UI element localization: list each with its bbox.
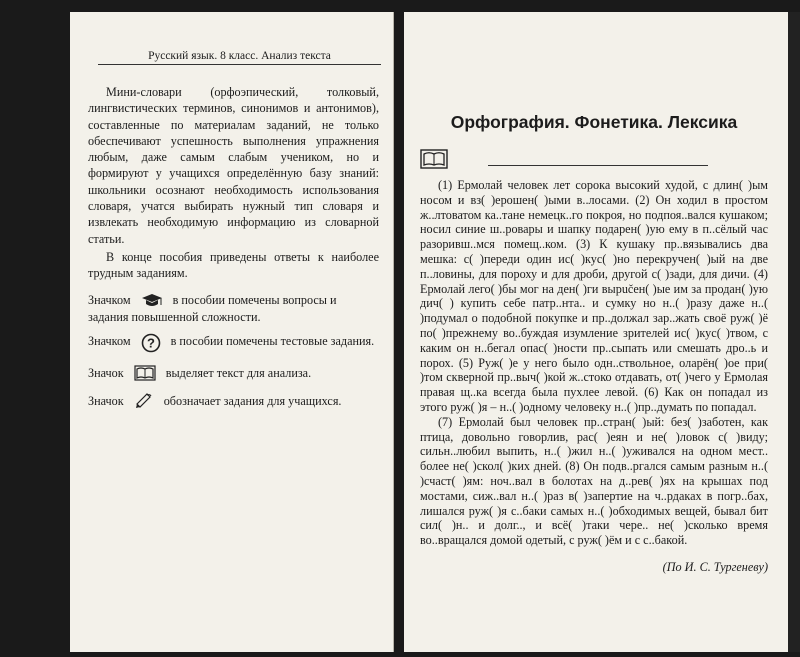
answers-paragraph: В конце пособия приведены ответы к наиболее трудным заданиям.: [88, 249, 379, 281]
legend-item-student-tasks: [88, 393, 379, 409]
legend-label: Значок: [88, 393, 124, 408]
pencil-icon: [134, 393, 154, 409]
svg-text:?: ?: [146, 335, 155, 351]
left-page: [70, 12, 394, 652]
intro-paragraph: Мини-словари (орфоэпический, толковый, лингвистических терминов, синонимов и антонимов), составленные по материалам заданий, не только обеспечивают успешность выполнения упражнения любым, даже самым слабым учеником, но и формируют у учащихся определённую базу знаний: школьники осознают необходимость использования словаря, учатся выбирать нужный тип словаря и извлекать необходимую информацию из словарной статьи.: [88, 85, 379, 246]
legend-item-analysis-text: [88, 365, 379, 381]
text-paragraph-1: (1) Ермолай человек лет сорока высокий худой, с длин( )ым носом и вз( )ерошен( )ыми в..лосами. (2) Он ходил в простом ж..лтоватом ка..тане немецк..го покроя, но подпоя..вался кушаком; носил синие ш..ровары и шапку подарен( )ую ему в п..сёлый час разоривш..мся помещ..ком. (3) К кушаку пр..вязывались два мешка: с( )переди один ис( )кус( )но перекручен( )ый на две п..ловины, для пороху и для дроби, другой с( )зади, для дичи. (4) Ермолай лего( )бы мог на ден( )ги вырučен( )ые им за продан( )ую дич( ) купить себе патр..нта.. и сумку но н..( )разу даже н..( )подумал о подобной покупке и пр..должал зар..жать своё руж( )ё по( )прежнему во..буждая изумление зрителей ис( )кус( )твом, с каким он н..бегал опас( )ности пр..сыпать или смешать дро..ь и порох. (5) Руж( )е у него было одн..ствольное, оларён( )ое при( )том скверной пр..выч( )кой ж..стоко отдавать, от( )чего у Ермолая правая щ..ка всегда была пухлее левой. (6) Как он попадал из этого руж( )я – н..( )одному человеку н..( )пр..думать по попадал.: [420, 178, 768, 414]
legend-label: Значком: [88, 333, 131, 348]
legend-label: Значок: [88, 365, 124, 380]
section-title: Орфография. Фонетика. Лексика: [450, 112, 738, 132]
legend-label: Значком: [88, 292, 131, 307]
question-circle-icon: [141, 333, 161, 353]
text-marker-row: [420, 149, 768, 174]
graduation-cap-icon: [141, 293, 163, 309]
running-head: Русский язык. 8 класс. Анализ текста: [98, 50, 381, 65]
legend-item-hard-tasks: [88, 292, 379, 325]
right-page: [404, 12, 788, 652]
legend-text: в пособии помечены вопросы и задания повышенной сложности.: [88, 292, 337, 324]
background-edge: [788, 12, 800, 652]
divider: [488, 165, 708, 166]
open-book-icon: [420, 149, 448, 174]
text-paragraph-2: (7) Ермолай был человек пр..стран( )ый: без( )заботен, как птица, довольно говорлив, рас( )еян и не( )ловок с( )виду; сильн..любил выпить, н..( )жил н..( )уживался на одном мест.. более не( )скол( )ких дней. (8) Он подв..ргался самым разным н..( )счаст( )ям: ноч..вал в болотах на д..рев( )ях на крышах под мостами, сиж..вал н..( )раз в( )запертие на ч..рдаках в погр..бах, лишался руж( )я с..баки самых н..( )обходимых вещей, бывал бит сил( )н.. и долг.., и всё( )таки чере.. не( )сколько время во..вращался домой одетый, с руж( )ём и с с..бакой.: [420, 414, 768, 548]
legend-text: выделяет текст для анализа.: [165, 365, 312, 380]
text-source: (По И. С. Тургеневу): [662, 559, 768, 574]
open-book-icon: [134, 365, 156, 381]
legend-text: обозначает задания для учащихся.: [163, 393, 342, 408]
legend-text: в пособии помечены тестовые задания.: [170, 333, 375, 348]
legend-item-tests: [88, 333, 379, 353]
